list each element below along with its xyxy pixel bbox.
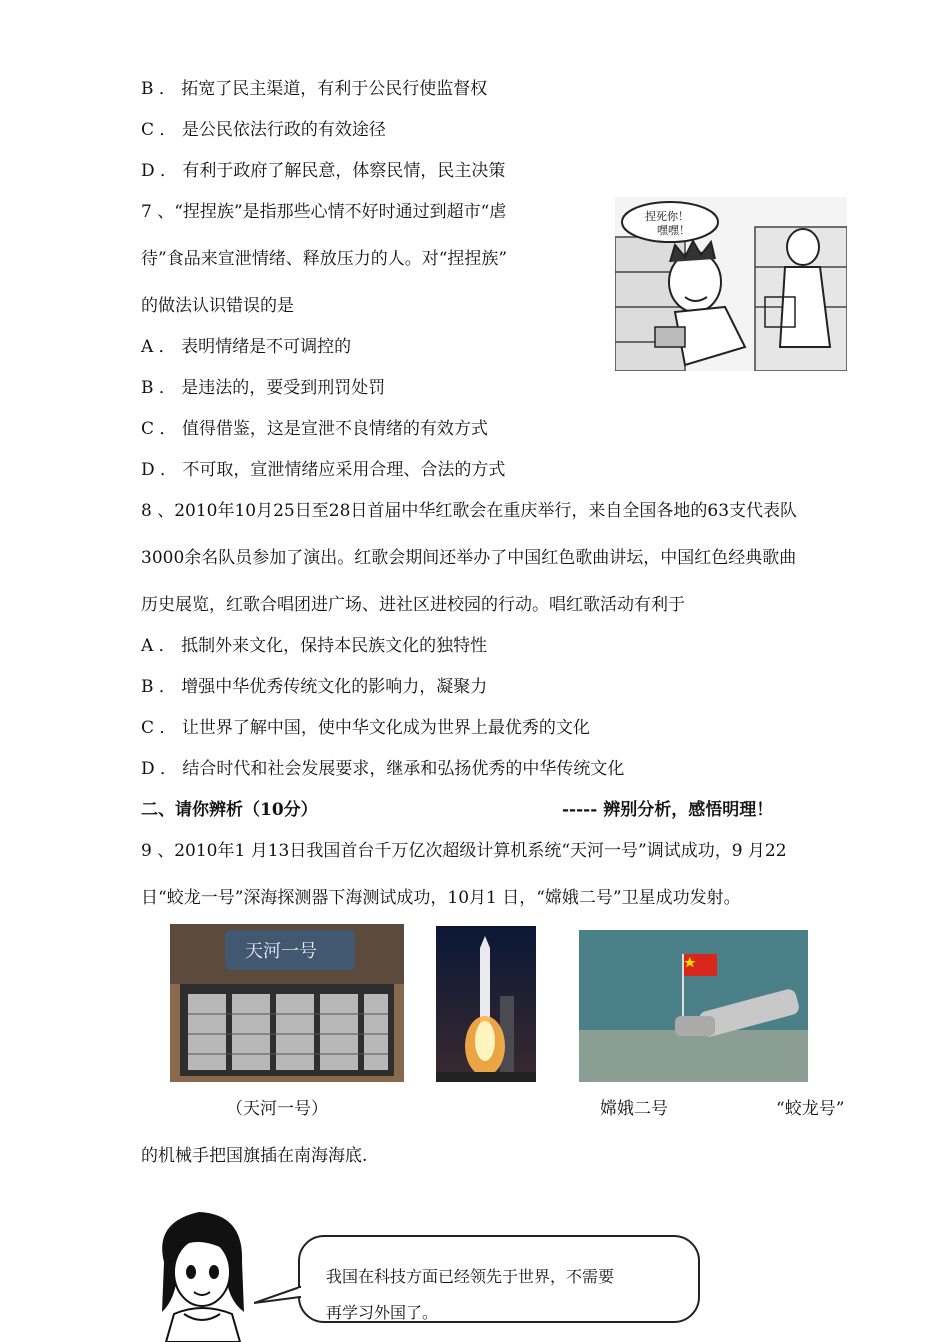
- q8-option-d: D ． 结合时代和社会发展要求，继承和弘扬优秀的中华传统文化: [141, 759, 625, 779]
- q6-option-c: C ． 是公民依法行政的有效途径: [141, 120, 386, 140]
- section-heading: 二、请你辨析（10分）: [141, 800, 318, 820]
- q8-stem-line-3: 历史展览，红歌合唱团进广场、进社区进校园的行动。唱红歌活动有利于: [141, 595, 685, 615]
- q7-option-a: A ． 表明情绪是不可调控的: [141, 337, 352, 357]
- caption-jiaolong: “蛟龙号”: [776, 1099, 845, 1119]
- q9-stem-line-1: 9 、2010年1 月13日我国首台千万亿次超级计算机系统“天河一号”调试成功，9 月22: [141, 841, 787, 861]
- q6-option-b: B ． 拓宽了民主渠道，有利于公民行使监督权: [141, 79, 488, 99]
- cartoon-speech-line-1: 捏死你！: [645, 210, 689, 223]
- caption-change: 嫦娥二号: [600, 1099, 668, 1119]
- q8-stem-line-2: 3000余名队员参加了演出。红歌会期间还举办了中国红色歌曲讲坛，中国红色经典歌曲: [141, 548, 797, 568]
- q7-stem-line-3: 的做法认识错误的是: [141, 296, 294, 316]
- q7-stem-line-1: 7 、“捏捏族”是指那些心情不好时通过到超市“虐: [141, 202, 507, 222]
- cartoon-speech-line-2: 嘿嘿！: [657, 224, 690, 237]
- section-subheading: ----- 辨别分析，感悟明理！: [562, 800, 774, 820]
- q7-option-c: C ． 值得借鉴，这是宣泄不良情绪的有效方式: [141, 419, 488, 439]
- caption-continuation: 的机械手把国旗插在南海海底.: [141, 1146, 368, 1166]
- speech-bubble-tail: [254, 1285, 304, 1307]
- q8-option-a: A ． 抵制外来文化，保持本民族文化的独特性: [141, 636, 488, 656]
- change-2-launch-photo: [436, 926, 536, 1082]
- speech-line-1: 我国在科技方面已经领先于世界，不需要: [326, 1267, 615, 1286]
- q8-stem-line-1: 8 、2010年10月25日至28日首届中华红歌会在重庆举行，来自全国各地的63支代表队: [141, 501, 798, 521]
- jiaolong-flag-photo: [579, 930, 808, 1082]
- tianhe-supercomputer-photo: [170, 924, 404, 1082]
- girl-illustration: [144, 1202, 262, 1342]
- q8-option-c: C ． 让世界了解中国，使中华文化成为世界上最优秀的文化: [141, 718, 590, 738]
- q7-stem-line-2: 待”食品来宣泄情绪、释放压力的人。对“捏捏族”: [141, 249, 508, 269]
- caption-tianhe: （天河一号）: [226, 1099, 328, 1119]
- q9-stem-line-2: 日“蛟龙一号”深海探测器下海测试成功，10月1 日，“嫦娥二号”卫星成功发射。: [141, 888, 741, 908]
- q7-option-b: B ． 是违法的，要受到刑罚处罚: [141, 378, 386, 398]
- q8-option-b: B ． 增强中华优秀传统文化的影响力，凝聚力: [141, 677, 488, 697]
- squeeze-cartoon-image: [615, 197, 847, 371]
- speech-line-2: 再学习外国了。: [326, 1303, 439, 1322]
- q6-option-d: D ． 有利于政府了解民意，体察民情，民主决策: [141, 161, 506, 181]
- tianhe-sign-text: 天河一号: [245, 941, 317, 962]
- q7-option-d: D ． 不可取，宣泄情绪应采用合理、合法的方式: [141, 460, 506, 480]
